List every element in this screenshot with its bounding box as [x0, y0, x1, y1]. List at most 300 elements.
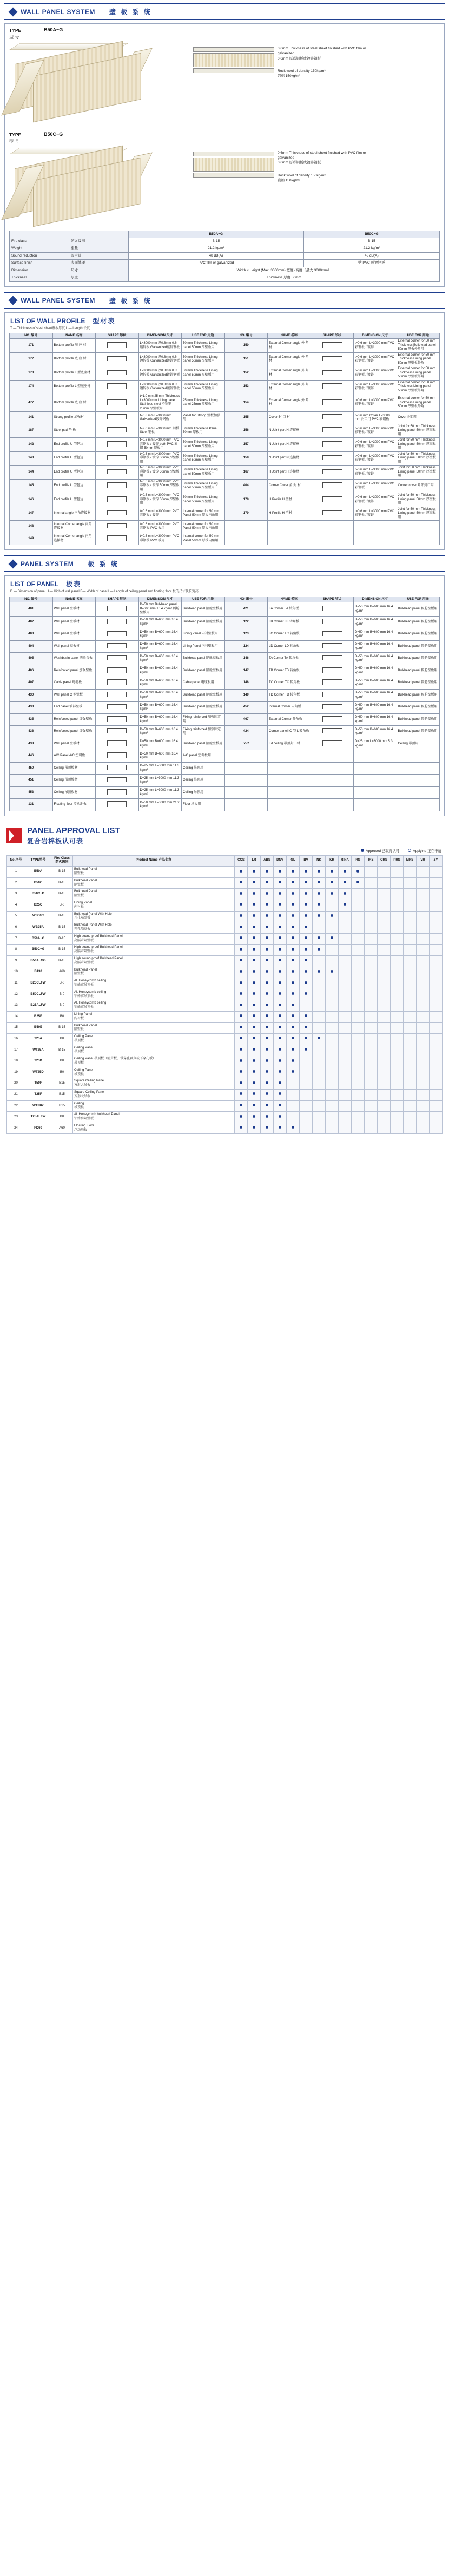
- table-row: [10, 380, 440, 394]
- item-dimension: t=0.6 mm L=3000 mm PVC 彩钢板 / 镀锌 50mm 厚壁板用: [138, 493, 182, 507]
- column-header: DIMENSION 尺寸: [138, 333, 182, 339]
- approval-mark: [391, 978, 404, 989]
- item-dimension: D=50 mm B=600 mm 16.4 kg/m²: [138, 616, 182, 628]
- item-no: 122: [225, 616, 268, 628]
- callout-rock-wool-2: [278, 173, 380, 183]
- wall-system-panel: [4, 23, 445, 287]
- approval-mark: [404, 955, 417, 967]
- row-no: 10: [7, 967, 25, 978]
- approval-mark: [300, 1090, 313, 1101]
- row-type: B25C: [25, 900, 51, 911]
- approval-mark: [352, 1100, 365, 1112]
- row-product-name: Bulkhead Panel 隔壁板: [73, 889, 235, 900]
- section-title-en: PANEL SYSTEM: [21, 560, 74, 568]
- panel-list-note: D — Dimension of panel H — High of wall panel B— Width of panel L— Length of ceiling panel and floating floor 板的尺寸及长宽高: [10, 590, 199, 594]
- approval-mark: [300, 1078, 313, 1090]
- approval-mark: [313, 1123, 326, 1134]
- approval-mark: [391, 1056, 404, 1067]
- diamond-icon: [9, 296, 18, 305]
- approval-mark: [248, 967, 261, 978]
- profile-shape-icon: [96, 628, 139, 641]
- approval-mark: [274, 1011, 287, 1022]
- item-usefor: Bulkhead panel 隔舱壁板用: [182, 702, 225, 714]
- approval-mark: [274, 978, 287, 989]
- row-product-name: Floating Floor 浮动地板: [73, 1123, 235, 1134]
- table-row: [10, 521, 440, 533]
- approval-mark: [404, 933, 417, 945]
- section-title-cn: 壁 板 系 统: [109, 8, 152, 16]
- item-dimension: L=3000 mm 厚0.8mm 0.8t 镀锌板 Galvanized镀锌钢板: [138, 366, 182, 381]
- spec-col-head: [10, 231, 69, 238]
- profile-shape-icon: [311, 424, 354, 438]
- column-header: NO. 编号: [225, 333, 268, 339]
- approval-mark: [378, 877, 391, 889]
- approval-mark: [274, 1067, 287, 1078]
- approval-mark: [417, 877, 430, 889]
- row-type: B50C~G: [25, 945, 51, 956]
- approval-mark: [287, 867, 300, 878]
- approval-mark: [365, 955, 378, 967]
- approval-mark: [274, 1100, 287, 1112]
- item-usefor: Bulkhead panel 隔舱壁板用: [397, 677, 440, 690]
- approval-mark: [417, 1067, 430, 1078]
- approval-mark: [430, 922, 443, 934]
- item-name: Wall panel 壁板材: [52, 616, 96, 628]
- profile-shape-icon: [96, 799, 139, 811]
- approval-mark: [404, 877, 417, 889]
- approval-mark: [417, 1056, 430, 1067]
- panel-list-title: [5, 576, 444, 589]
- approval-mark: [430, 1100, 443, 1112]
- item-no: 403: [10, 628, 53, 641]
- item-no: 174: [10, 380, 53, 394]
- section-title-en: WALL PANEL SYSTEM: [21, 297, 95, 305]
- row-no: 19: [7, 1067, 25, 1078]
- item-name: TD Corner TD 转角板: [268, 689, 311, 702]
- approval-mark: [274, 900, 287, 911]
- item-no: 433: [10, 702, 53, 714]
- approval-mark: [352, 978, 365, 989]
- approval-mark: [378, 1090, 391, 1101]
- item-no: 407: [10, 677, 53, 690]
- callout-en: 0.6mm Thickness of steel sheet finished with PVC film or galvanized: [278, 46, 366, 56]
- item-no: 146: [225, 653, 268, 665]
- item-name: Steel pad 垫 板: [52, 424, 96, 438]
- item-usefor: Bulkhead panel 隔舱壁板用: [397, 616, 440, 628]
- item-name: Internal angle 内角连接材: [52, 507, 96, 521]
- item-usefor: 50 mm Thickness Lining panel 50mm 厚壁板用: [182, 352, 225, 366]
- approval-mark: [404, 1000, 417, 1012]
- approval-mark: [352, 933, 365, 945]
- callout-en: Rock wool of density 150kg/m³: [278, 173, 326, 178]
- item-name: External Corner angle 外 角 材: [268, 380, 311, 394]
- profile-shape-icon: [96, 493, 139, 507]
- item-dimension: t=0.6 mm L=3000 mm PVC 彩钢板 / 镀锌 both PVC 彩钢 50mm 厚板用: [138, 438, 182, 452]
- approval-mark: [339, 911, 352, 922]
- approval-row: [7, 967, 443, 978]
- item-name: Wall panel 壁板材: [52, 628, 96, 641]
- row-type: WT25D: [25, 1067, 51, 1078]
- item-usefor: Corner cover 角部封口用: [397, 479, 440, 493]
- approval-mark: [404, 1078, 417, 1090]
- approval-mark: [391, 1078, 404, 1090]
- approval-legend: [0, 847, 449, 854]
- item-no: 402: [10, 616, 53, 628]
- profile-shape-icon: [96, 677, 139, 690]
- approval-row: [7, 933, 443, 945]
- section-title-cn: 壁 板 系 统: [109, 297, 152, 305]
- approval-mark: [235, 922, 248, 934]
- approval-mark: [326, 967, 339, 978]
- approval-mark: [274, 1123, 287, 1134]
- table-row: [10, 507, 440, 521]
- row-no: 8: [7, 945, 25, 956]
- item-name: Cover 封 口 材: [268, 412, 311, 424]
- row-fire-class: B-15: [51, 1022, 73, 1034]
- item-name: External Corner 外角板: [268, 713, 311, 726]
- approval-mark: [417, 933, 430, 945]
- column-header: USE FOR 用途: [182, 333, 225, 339]
- approval-mark: [326, 1000, 339, 1012]
- approval-mark: [248, 1067, 261, 1078]
- item-usefor: 50 mm Thickness Lining panel 50mm 厚壁板用: [182, 438, 225, 452]
- approval-mark: [287, 1090, 300, 1101]
- item-usefor: 50 mm Thickness Lining panel 50mm 厚壁板用: [182, 339, 225, 353]
- profile-shape-icon: [311, 479, 354, 493]
- approval-mark: [235, 1067, 248, 1078]
- approval-mark: [417, 911, 430, 922]
- approval-row: [7, 877, 443, 889]
- approval-mark: [261, 933, 274, 945]
- approval-mark: [339, 967, 352, 978]
- approval-mark: [235, 1090, 248, 1101]
- society-column-header: NK: [313, 855, 326, 867]
- approval-row: [7, 1011, 443, 1022]
- approval-mark: [326, 1022, 339, 1034]
- approval-mark: [378, 1011, 391, 1022]
- row-no: 3: [7, 889, 25, 900]
- item-no: 438: [10, 738, 53, 750]
- profile-shape-icon: [96, 653, 139, 665]
- approval-mark: [261, 1034, 274, 1045]
- row-product-name: Ceiling Panel 吊顶板: [73, 1067, 235, 1078]
- approval-row: [7, 900, 443, 911]
- item-usefor: Ceiling 吊顶用: [397, 738, 440, 750]
- profile-shape-icon: [96, 352, 139, 366]
- approval-row: [7, 1078, 443, 1090]
- profile-shape-icon: [96, 507, 139, 521]
- spec-col-head: B50C~G: [303, 231, 439, 238]
- panel-list-table: [9, 597, 440, 811]
- row-no: 4: [7, 900, 25, 911]
- panel-list-panel: [4, 575, 445, 816]
- approval-mark: [313, 1100, 326, 1112]
- type-label-en: TYPE: [9, 28, 22, 33]
- approval-mark: [300, 1045, 313, 1056]
- profile-shape-icon: [96, 775, 139, 787]
- row-fire-class: B-0: [51, 989, 73, 1000]
- spec-row: Sound reduction 隔声量 48 dB(A) 48 dB(A): [10, 252, 440, 259]
- row-fire-class: B15: [51, 1078, 73, 1090]
- approval-mark: [235, 1011, 248, 1022]
- item-no: 406: [10, 665, 53, 677]
- item-dimension: t=0.6 mm L=3000 mm PVC 彩钢板 / 镀锌: [354, 394, 397, 412]
- row-type: WB25A: [25, 922, 51, 934]
- approval-mark: [287, 900, 300, 911]
- section-detail-2: [191, 146, 440, 227]
- row-fire-class: B0: [51, 1011, 73, 1022]
- approval-mark: [300, 989, 313, 1000]
- approval-column-header: Fire Class 防火级别: [51, 855, 73, 867]
- item-name: N Joint part N 连接材: [268, 424, 311, 438]
- profile-shape-icon: [311, 394, 354, 412]
- item-dimension: D=50 mm B=600 mm 16.4 kg/m²: [138, 689, 182, 702]
- approval-mark: [287, 1078, 300, 1090]
- item-usefor: Bulkhead panel 隔舱壁板用: [397, 628, 440, 641]
- approval-header: [0, 822, 449, 847]
- approval-row: [7, 922, 443, 934]
- approval-mark: [287, 989, 300, 1000]
- item-no: 167: [225, 466, 268, 480]
- column-header: DIMENSION 尺寸: [138, 597, 182, 602]
- item-usefor: Bulkhead panel 隔舱壁板用: [397, 702, 440, 714]
- approval-mark: [313, 1022, 326, 1034]
- item-dimension: D=50 mm B=600 mm 16.4 kg/m²: [138, 677, 182, 690]
- approval-mark: [378, 989, 391, 1000]
- approval-mark: [274, 867, 287, 878]
- profile-shape-icon: [96, 665, 139, 677]
- item-no: 179: [225, 507, 268, 521]
- item-usefor: Fixing reinforced 加强固定用: [182, 713, 225, 726]
- approval-mark: [352, 989, 365, 1000]
- approval-mark: [248, 1045, 261, 1056]
- item-dimension: t=0.8 mm L=3000 mm Galvanized镀锌钢板: [138, 412, 182, 424]
- approval-mark: [352, 1123, 365, 1134]
- approval-mark: [391, 1011, 404, 1022]
- approval-mark: [430, 945, 443, 956]
- item-dimension: D=25 mm L=3000 mm 11.3 kg/m²: [138, 786, 182, 799]
- approval-mark: [300, 933, 313, 945]
- profile-shape-icon: [311, 689, 354, 702]
- item-no: 151: [225, 352, 268, 366]
- spec-col-head: [69, 231, 129, 238]
- item-no: 421: [225, 602, 268, 617]
- row-fire-class: B0: [51, 1112, 73, 1123]
- item-name: H Profile H 型材: [268, 493, 311, 507]
- approval-mark: [365, 900, 378, 911]
- approval-mark: [300, 967, 313, 978]
- approval-mark: [391, 1100, 404, 1112]
- profile-shape-icon: [96, 616, 139, 628]
- profile-list-table: [9, 333, 440, 546]
- item-dimension: L=3000 mm 厚0.8mm 0.8t 镀锌板 Galvanized镀锌钢板: [138, 380, 182, 394]
- approval-mark: [274, 933, 287, 945]
- approval-mark: [287, 911, 300, 922]
- row-type: WB50C: [25, 911, 51, 922]
- row-product-name: Bulkhead Panel 隔壁板: [73, 877, 235, 889]
- approval-mark: [404, 1011, 417, 1022]
- type-label-2: [9, 132, 42, 145]
- approval-mark: [300, 911, 313, 922]
- item-dimension: t=0.6 mm L=3000 mm PVC 彩钢板 / 镀锌 50mm 厚壁板用: [138, 466, 182, 480]
- item-no: 145: [10, 479, 53, 493]
- approval-mark: [365, 1022, 378, 1034]
- item-usefor: Bulkhead panel 隔舱壁板用: [182, 738, 225, 750]
- approval-mark: [404, 1112, 417, 1123]
- item-dimension: D=50 mm B=600 mm 16.4 kg/m²: [354, 602, 397, 617]
- table-row: [10, 339, 440, 353]
- drawing-row-2: [5, 145, 444, 227]
- approval-mark: [235, 889, 248, 900]
- type-label-1: [9, 27, 42, 41]
- approval-mark: [378, 867, 391, 878]
- item-usefor: Ceiling 吊顶用: [182, 786, 225, 799]
- flag-icon: [6, 828, 22, 843]
- row-product-name: Al. Honeycomb ceiling 铝蜂窝吊顶板: [73, 1000, 235, 1012]
- approval-mark: [274, 922, 287, 934]
- row-fire-class: B-15: [51, 911, 73, 922]
- profile-shape-icon: [96, 466, 139, 480]
- row-product-name: Bulkhead Panel With Hole 开孔隔壁板: [73, 911, 235, 922]
- item-name: Wall panel 壁板材: [52, 602, 96, 617]
- item-usefor: 50 mm Thickness Lining panel 50mm 厚壁板用: [182, 451, 225, 466]
- approval-mark: [300, 978, 313, 989]
- approval-mark: [313, 1078, 326, 1090]
- approval-mark: [378, 922, 391, 934]
- item-name: End profile U 型包边: [52, 493, 96, 507]
- approval-mark: [326, 933, 339, 945]
- approval-mark: [365, 1078, 378, 1090]
- approval-mark: [365, 1123, 378, 1134]
- profile-shape-icon: [96, 521, 139, 533]
- approval-mark: [417, 955, 430, 967]
- approval-mark: [378, 1078, 391, 1090]
- item-name: End profile U 型包边: [52, 451, 96, 466]
- approval-mark: [352, 1011, 365, 1022]
- item-dimension: D=25 mm L=3000 mm 5.3 kg/m²: [354, 738, 397, 750]
- table-row: [10, 665, 440, 677]
- item-dimension: t=0.6 mm L=3000 mm PVC 彩钢板 / 镀锌: [354, 451, 397, 466]
- item-dimension: D=50 mm B=600 mm 16.4 kg/m²: [138, 750, 182, 763]
- item-name: Ceiling 吊顶板材: [52, 786, 96, 799]
- approval-mark: [352, 911, 365, 922]
- item-dimension: t=0.6 mm L=3000 mm PVC 彩钢板 PVC 板用: [138, 521, 182, 533]
- approval-mark: [235, 1100, 248, 1112]
- approval-mark: [404, 900, 417, 911]
- item-dimension: t=1.0 mm 25 mm Thickness L=3000 mm Lining panel Stainless steel 不锈钢 25mm 厚壁板用: [138, 394, 182, 412]
- item-no: 467: [225, 713, 268, 726]
- approval-mark: [248, 933, 261, 945]
- approval-mark: [391, 922, 404, 934]
- item-usefor: Fixing reinforced 加强固定用: [182, 726, 225, 738]
- approval-mark: [365, 945, 378, 956]
- society-column-header: DNV: [274, 855, 287, 867]
- approval-mark: [235, 1000, 248, 1012]
- approval-mark: [378, 945, 391, 956]
- item-usefor: Joint for 50 mm Thickness Lining panel 50mm 厚壁板用: [397, 466, 440, 480]
- section-title-en: WALL PANEL SYSTEM: [21, 8, 95, 16]
- list-title-cn: 板表: [66, 580, 82, 588]
- approval-row: [7, 1112, 443, 1123]
- row-no: 6: [7, 922, 25, 934]
- approval-mark: [339, 1034, 352, 1045]
- approval-mark: [248, 955, 261, 967]
- row-product-name: High sound-proof Bulkhead Panel 高隔声隔壁板: [73, 933, 235, 945]
- approval-mark: [274, 877, 287, 889]
- approval-mark: [248, 922, 261, 934]
- approval-mark: [287, 1011, 300, 1022]
- approval-mark: [313, 933, 326, 945]
- item-usefor: Joint for 50 mm Thickness Lining panel 50mm 厚壁板用: [397, 507, 440, 521]
- item-no: 436: [10, 726, 53, 738]
- row-product-name: Ceiling Panel 吊顶板: [73, 1034, 235, 1045]
- society-column-header: GL: [287, 855, 300, 867]
- profile-list-title: [5, 313, 444, 326]
- row-type: WT25A: [25, 1045, 51, 1056]
- approval-mark: [365, 978, 378, 989]
- row-fire-class: B-0: [51, 900, 73, 911]
- column-header: DIMENSION 尺寸: [354, 597, 397, 602]
- approval-mark: [339, 922, 352, 934]
- item-dimension: t=0.6 mm L=3000 mm PVC 彩钢板 / 镀锌: [354, 352, 397, 366]
- approval-mark: [391, 1090, 404, 1101]
- approval-mark: [391, 1034, 404, 1045]
- row-type: B50CLFW: [25, 989, 51, 1000]
- approval-mark: [248, 889, 261, 900]
- item-usefor: 50 mm Thickness Lining panel 50mm 厚壁板用: [182, 366, 225, 381]
- item-usefor: Bulkhead panel 隔舱壁板用: [182, 653, 225, 665]
- approval-mark: [378, 1045, 391, 1056]
- approval-mark: [417, 978, 430, 989]
- profile-shape-icon: [311, 380, 354, 394]
- row-no: 11: [7, 978, 25, 989]
- item-dimension: D=50 mm L=3000 mm 21.2 kg/m²: [138, 799, 182, 811]
- approval-mark: [417, 1123, 430, 1134]
- row-no: 15: [7, 1022, 25, 1034]
- approval-mark: [339, 867, 352, 878]
- approval-mark: [391, 1123, 404, 1134]
- item-name: External Corner angle 外 角 材: [268, 366, 311, 381]
- approval-mark: [313, 1056, 326, 1067]
- item-no: 424: [225, 726, 268, 738]
- callout-steel-sheet-1: [278, 46, 380, 61]
- profile-shape-icon: [311, 412, 354, 424]
- item-dimension: D=50 mm B=600 mm 16.4 kg/m²: [138, 702, 182, 714]
- item-no: 131: [10, 799, 53, 811]
- row-no: 20: [7, 1078, 25, 1090]
- approval-mark: [378, 911, 391, 922]
- item-usefor: Bulkhead panel 隔舱壁板用: [397, 602, 440, 617]
- item-no: 150: [225, 339, 268, 353]
- item-name: TA Corner TA 转角板: [268, 653, 311, 665]
- approval-mark: [274, 1034, 287, 1045]
- item-dimension: D=50 mm B=600 mm 16.4 kg/m²: [354, 713, 397, 726]
- wall-profile-panel: [4, 312, 445, 550]
- item-no: 157: [225, 438, 268, 452]
- row-type: T25ALFW: [25, 1112, 51, 1123]
- approval-mark: [391, 889, 404, 900]
- row-type: B50A: [25, 867, 51, 878]
- approval-mark: [235, 867, 248, 878]
- approval-mark: [339, 978, 352, 989]
- approval-mark: [404, 1034, 417, 1045]
- profile-shape-icon: [96, 451, 139, 466]
- approval-mark: [248, 1112, 261, 1123]
- profile-shape-icon: [96, 713, 139, 726]
- approval-mark: [274, 1090, 287, 1101]
- approval-table: [6, 855, 443, 1135]
- approval-mark: [339, 1090, 352, 1101]
